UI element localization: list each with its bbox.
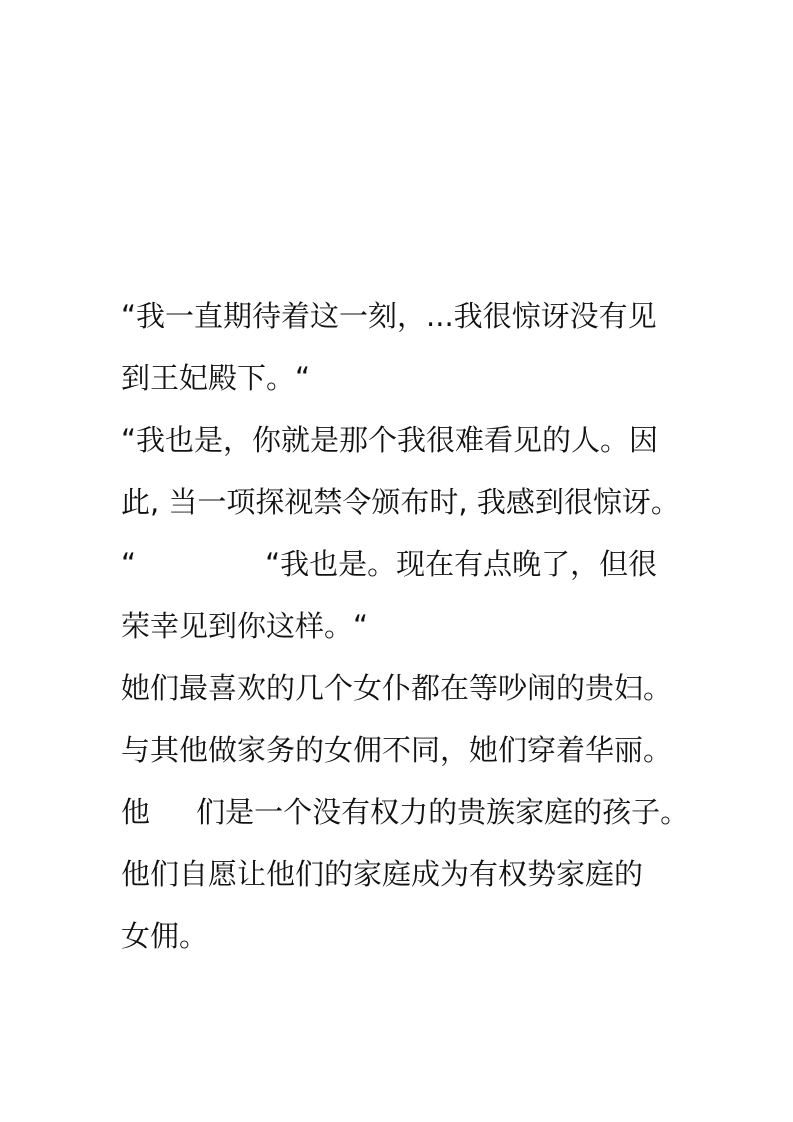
text-line: 她们最喜欢的几个女仆都在等吵闹的贵妇。 — [121, 671, 673, 705]
text-line: 女佣。 — [121, 919, 209, 953]
text-line: 此, 当一项探视禁令颁布时, 我感到很惊讶。 — [121, 485, 680, 519]
text-line: 他 们是一个没有权力的贵族家庭的孩子。 — [121, 795, 690, 829]
text-line: “ “我也是。现在有点晚了，但很 — [121, 547, 658, 581]
text-line: 他们自愿让他们的家庭成为有权势家庭的 — [121, 857, 644, 891]
text-line: “我也是，你就是那个我很难看见的人。因 — [121, 423, 659, 457]
text-line: 到王妃殿下。“ — [121, 361, 311, 395]
text-line: 与其他做家务的女佣不同，她们穿着华丽。 — [121, 733, 673, 767]
text-line: “我一直期待着这一刻，...我很惊讶没有见 — [121, 299, 657, 333]
text-line: 荣幸见到你这样。“ — [121, 609, 369, 643]
